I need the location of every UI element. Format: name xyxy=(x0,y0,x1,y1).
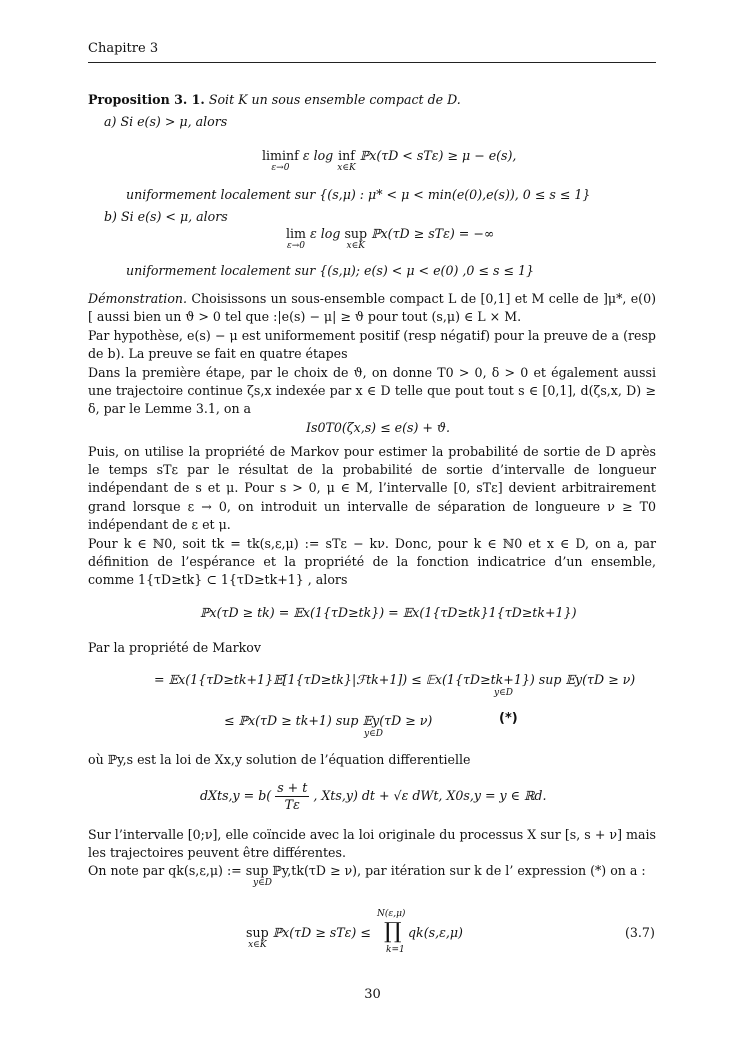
eq-37-body: ℙx(τD ≥ sTε) ≤ xyxy=(272,925,371,940)
markov-intro: Par la propriété de Markov xyxy=(88,640,261,655)
sde-fraction: $\frac{s + t}{T\varepsilon}$ xyxy=(277,780,308,812)
case-b-text: Si e(s) < μ, alors xyxy=(121,209,228,224)
eq-b-body: ℙx(τD ≥ sTε) = −∞ xyxy=(371,226,495,241)
case-b-label: b) xyxy=(104,209,117,224)
eq-a-liminf: liminf ε→0 xyxy=(262,148,299,173)
eq-b-lim: lim ε→0 xyxy=(286,226,306,251)
proof-p1-text: Choisissons un sous-ensemble compact L de [0,1] et M celle de ]μ*, e(0)[ aussi bien un ϑ > 0 tel que :|e(s) − μ| ≥ ϑ pour tout (s,μ) ∈ L × M. xyxy=(88,291,656,325)
law-text: où ℙy,s est la loi de Xx,y solution de l’équation differentielle xyxy=(88,752,471,767)
case-b-uniform: uniformement localement sur {(s,μ); e(s) < μ < e(0) ,0 ≤ s ≤ 1} xyxy=(126,263,534,278)
eq-37-prod-bot: k=1 xyxy=(386,945,405,955)
chapter-header: Chapitre 3 xyxy=(88,41,159,56)
header-rule xyxy=(88,62,656,63)
eq-markov-2-sub: y∈D xyxy=(364,729,383,739)
equation-indicator: ℙx(τD ≥ tk) = 𝔼x(1{τD≥tk}) = 𝔼x(1{τD≥tk}1{τD≥tk+1}) xyxy=(200,605,577,620)
equation-b: lim ε→0 ε log sup x∈K ℙx(τD ≥ sTε) = −∞ xyxy=(286,226,495,251)
equation-rate-function: Is0T0(ζx,s) ≤ e(s) + ϑ. xyxy=(306,420,450,435)
eq-markov-1-text: = 𝔼x(1{τD≥tk+1}𝔼[1{τD≥tk}|ℱtk+1]) ≤ 𝔼x(1{τD≥tk+1}) sup 𝔼y(τD ≥ ν) xyxy=(154,672,636,687)
proof-label: Démonstration. xyxy=(88,291,188,306)
eq-b-sup: sup x∈K xyxy=(344,226,368,251)
proposition-heading xyxy=(88,91,656,109)
eq-37-sup: sup x∈K xyxy=(246,925,269,950)
proof-paragraph-2: Par hypothèse, e(s) − μ est uniformement positif (resp négatif) pour la preuve de a (resp de b). La preuve se fait en quatre étapes xyxy=(88,328,656,362)
eq-37-prod: ∏ xyxy=(384,919,402,944)
proof-paragraph-3: Dans la première étape, par le choix de ϑ, on donne T0 > 0, δ > 0 et également aussi une trajectoire continue ζs,x indexée par x ∈ D telle que pout tout s ∈ [0,1], d(ζs,x, D) ≥ δ, par le Lemme 3.1, on a xyxy=(88,365,656,417)
case-b-condition xyxy=(104,208,672,226)
eq-markov-2-text: ≤ ℙx(τD ≥ tk+1) sup 𝔼y(τD ≥ ν) xyxy=(224,713,433,728)
p7-sup-sub: y∈D xyxy=(253,878,272,888)
eq-markov-1-sub: y∈D xyxy=(494,688,513,698)
proof-paragraph-4: Puis, on utilise la propriété de Markov pour estimer la probabilité de sortie de D après le temps sTε par le résultat de la probabilité de sortie d’intervalle de longueur indépendant de s et μ. Pour s > 0, μ ∈ M, l’intervalle [0, sTε] devient arbitrairement grand lorsque ε → 0, on introduit un intervalle de séparation de longueure ν ≥ T0 indépendant de ε et μ. xyxy=(88,444,656,532)
case-a-condition xyxy=(104,113,672,131)
proof-paragraph-6: Sur l’intervalle [0;ν], elle coïncide avec la loi originale du processus X sur [s, s + ν] mais les trajectoires peuvent être différentes. xyxy=(88,827,656,861)
sde-right: , Xts,y) dt + √ε dWt, X0s,y = y ∈ ℝd. xyxy=(313,788,547,803)
equation-markov-2 xyxy=(224,713,432,728)
equation-a: liminf ε→0 ε log inf x∈K ℙx(τD < sTε) ≥ μ − e(s), xyxy=(262,148,517,173)
case-a-label: a) xyxy=(104,114,117,129)
equation-star-label: (*) xyxy=(499,711,518,726)
proposition-title: Proposition 3. 1. xyxy=(88,92,205,107)
eq-37-term: qk(s,ε,μ) xyxy=(408,925,463,940)
page-number: 30 xyxy=(364,987,381,1002)
eq-a-inf: inf x∈K xyxy=(337,148,356,173)
equation-number: (3.7) xyxy=(625,925,655,940)
eq-a-body: ℙx(τD < sTε) ≥ μ − e(s), xyxy=(359,148,517,163)
proof-paragraph-5: Pour k ∈ ℕ0, soit tk = tk(s,ε,μ) := sTε − kν. Donc, pour k ∈ ℕ0 et x ∈ D, on a, par définition de l’espérance et la propriété de la fonction indicatrice d’un ensemble, comme 1{τD≥tk} ⊂ 1{τD≥tk+1} , alors xyxy=(88,536,656,588)
equation-3-7 xyxy=(246,925,371,950)
equation-markov-1 xyxy=(154,672,635,687)
proof-paragraph-1 xyxy=(88,290,656,326)
case-a-uniform: uniformement localement sur {(s,μ) : μ* < μ < min(e(0),e(s)), 0 ≤ s ≤ 1} xyxy=(126,187,591,202)
eq-37-prod-top: N(ε,μ) xyxy=(377,909,406,919)
sde-left: dXts,y = b( xyxy=(200,788,272,803)
case-a-text: Si e(s) > μ, alors xyxy=(120,114,228,129)
proposition-intro: Soit K un sous ensemble compact de D. xyxy=(208,92,461,107)
proof-paragraph-7: On note par qk(s,ε,μ) := sup ℙy,tk(τD ≥ ν), par itération sur k de l’ expression (*) on a : xyxy=(88,863,646,878)
equation-sde xyxy=(200,780,547,813)
